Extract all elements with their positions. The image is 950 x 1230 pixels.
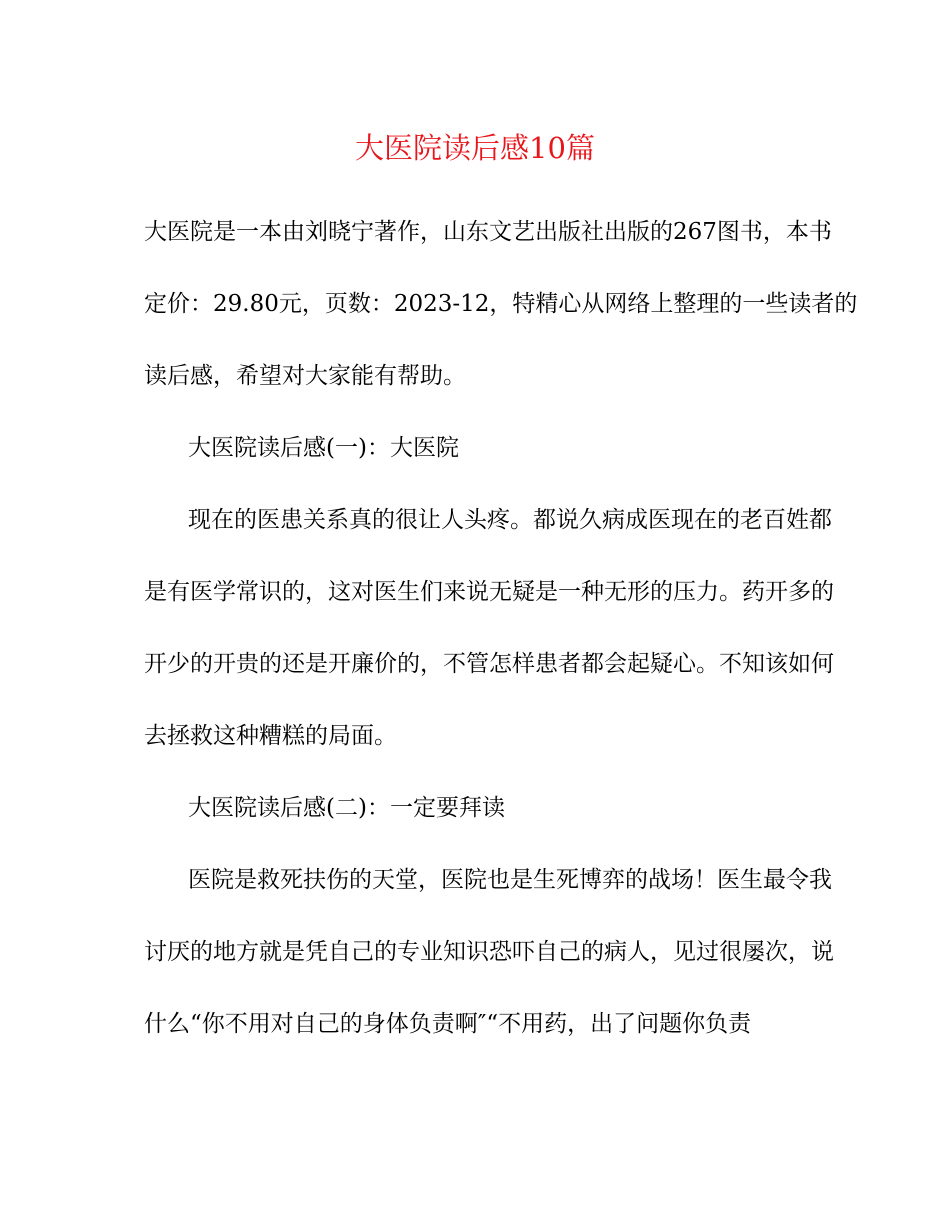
section2-line: 讨厌的地方就是凭自己的专业知识恐吓自己的病人，见过很屡次，说 <box>144 939 834 965</box>
document-title: 大医院读后感10篇 <box>355 131 595 165</box>
intro-line: 定价：29.80元，页数：2023-12，特精心从网络上整理的一些读者的 <box>144 291 858 317</box>
intro-paragraph <box>144 196 858 412</box>
section1-heading: 大医院读后感(一)：大医院 <box>188 435 459 461</box>
section1-line: 是有医学常识的，这对医生们来说无疑是一种无形的压力。药开多的 <box>144 579 834 605</box>
intro-line: 读后感，希望对大家能有帮助。 <box>144 363 466 389</box>
section2-heading: 大医院读后感(二)：一定要拜读 <box>188 795 505 821</box>
section2-line: 什么“你不用对自己的身体负责啊″“不用药，出了问题你负责 <box>144 1011 752 1037</box>
section1-line: 开少的开贵的还是开廉价的，不管怎样患者都会起疑心。不知该如何 <box>144 651 834 677</box>
section1-heading-block <box>144 412 804 484</box>
section1-paragraph <box>144 484 834 772</box>
section2-line: 医院是救死扶伤的天堂，医院也是生死博弈的战场！医生最令我 <box>188 867 832 893</box>
section2-paragraph <box>144 844 834 1060</box>
section1-line: 去拯救这种糟糕的局面。 <box>144 723 397 749</box>
intro-line: 大医院是一本由刘晓宁著作，山东文艺出版社出版的267图书，本书 <box>144 219 832 245</box>
section1-line: 现在的医患关系真的很让人头疼。都说久病成医现在的老百姓都 <box>188 507 832 533</box>
section2-heading-block <box>144 772 804 844</box>
